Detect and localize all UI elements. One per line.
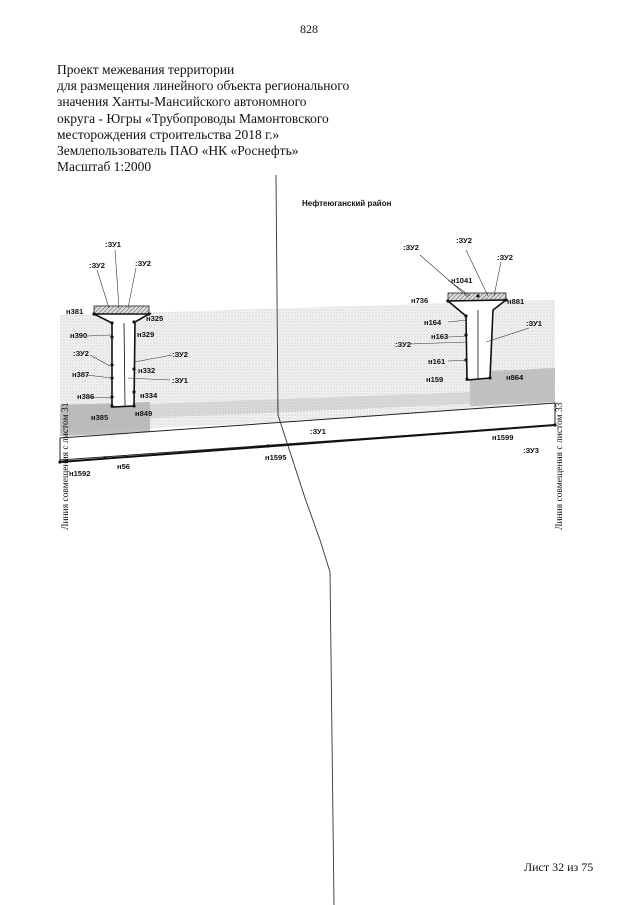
point-label: н390 bbox=[70, 331, 88, 340]
point-label: н163 bbox=[431, 332, 449, 341]
match-line-note-left: Линия совмещения с листом 31 bbox=[61, 402, 71, 530]
point-label: н864 bbox=[506, 373, 524, 382]
point-label: н387 bbox=[72, 370, 90, 379]
parcel-label: :ЗУ1 bbox=[310, 427, 326, 436]
point-label: н1592 bbox=[69, 469, 91, 478]
point-label: н881 bbox=[507, 297, 525, 306]
scale-label: Масштаб 1:2000 bbox=[57, 159, 152, 175]
left-pad-line bbox=[115, 250, 119, 308]
point-label: н386 bbox=[77, 392, 95, 401]
point-label: н161 bbox=[428, 357, 446, 366]
title-line: для размещения линейного объекта регионального bbox=[57, 78, 350, 94]
title-line: значения Ханты-Мансийского автономного bbox=[57, 94, 307, 110]
page-number: 828 bbox=[300, 22, 318, 36]
point-label: н1595 bbox=[265, 453, 287, 462]
right-pad-line bbox=[466, 250, 488, 296]
parcel-label: :ЗУ2 bbox=[135, 259, 151, 268]
point-label: н56 bbox=[117, 462, 131, 471]
parcel-label: :ЗУ2 bbox=[172, 350, 188, 359]
sheet-number: Лист 32 из 75 bbox=[524, 860, 594, 874]
parcel-label: :ЗУ2 bbox=[395, 340, 411, 349]
point-label: н381 bbox=[66, 307, 84, 316]
parcel-label: :ЗУ2 bbox=[497, 253, 513, 262]
point-label: н1041 bbox=[451, 276, 473, 285]
right-pad-line bbox=[494, 262, 501, 296]
region-label: Нефтеюганский район bbox=[302, 199, 392, 208]
point-label: н332 bbox=[138, 366, 156, 375]
title-line: Землепользователь ПАО «НК «Роснефть» bbox=[57, 143, 299, 159]
parcel-label: :ЗУ3 bbox=[523, 446, 539, 455]
point-label: н329 bbox=[137, 330, 155, 339]
point-label: н736 bbox=[411, 296, 429, 305]
point-label: н334 bbox=[140, 391, 158, 400]
parcel-label: :ЗУ1 bbox=[172, 376, 188, 385]
point-label: н385 bbox=[91, 413, 109, 422]
parcel-label: :ЗУ2 bbox=[73, 349, 89, 358]
parcel-label: :ЗУ2 bbox=[403, 243, 419, 252]
point-label: н325 bbox=[146, 314, 164, 323]
left-pad-line bbox=[128, 268, 136, 308]
parcel-label: :ЗУ1 bbox=[526, 319, 542, 328]
point-label: н159 bbox=[426, 375, 444, 384]
point-label: н1599 bbox=[492, 433, 514, 442]
parcel-label: :ЗУ2 bbox=[456, 236, 472, 245]
title-line: округа - Югры «Трубопроводы Мамонтовского bbox=[57, 110, 329, 126]
district-boundary bbox=[276, 175, 334, 905]
point-label: н164 bbox=[424, 318, 442, 327]
title-line: Проект межевания территории bbox=[57, 62, 235, 77]
left-pad-line bbox=[97, 270, 109, 308]
match-line-note-right: Линия совмещения с листом 33 bbox=[555, 402, 565, 530]
parcel-label: :ЗУ1 bbox=[105, 240, 121, 249]
parcel-label: :ЗУ2 bbox=[89, 261, 105, 270]
point-label: н849 bbox=[135, 409, 153, 418]
title-line: месторождения строительства 2018 г.» bbox=[57, 126, 280, 142]
